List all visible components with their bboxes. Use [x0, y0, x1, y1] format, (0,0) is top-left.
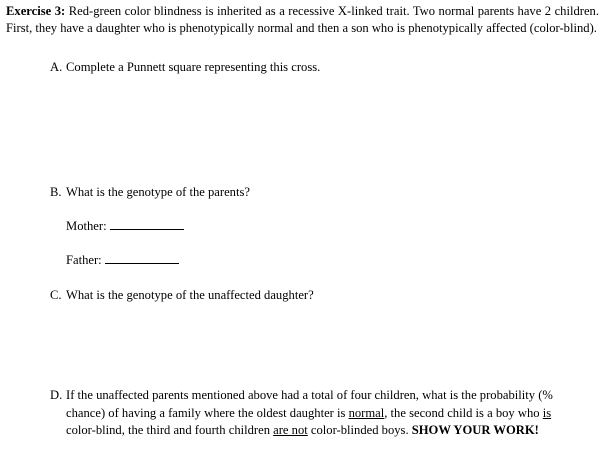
father-genotype-row [66, 252, 179, 268]
question-d-part-4: color-blinded boys. [307, 423, 412, 437]
exercise-label: Exercise 3: [6, 4, 66, 18]
question-b-letter: B. [50, 185, 62, 199]
question-c [50, 287, 314, 303]
question-d-part-3: color-blind, the third and fourth children [66, 423, 274, 437]
mother-answer-blank[interactable] [110, 218, 184, 230]
underlined-normal: normal [348, 405, 385, 420]
question-a-letter: A. [50, 60, 63, 74]
father-answer-blank[interactable] [105, 252, 179, 264]
underlined-is: is [542, 405, 552, 420]
question-c-text: What is the genotype of the unaffected daughter? [66, 288, 314, 302]
question-a-text: Complete a Punnett square representing this cross. [66, 60, 321, 74]
question-b [50, 184, 250, 200]
mother-genotype-row [66, 218, 184, 234]
father-label: Father: [66, 253, 102, 267]
underlined-are-not: are not [273, 423, 308, 437]
question-b-text: What is the genotype of the parents? [66, 185, 250, 199]
question-d [50, 387, 560, 440]
question-d-part-2: , the second child is a boy who [384, 405, 543, 420]
question-d-text [50, 387, 560, 440]
exercise-intro [6, 3, 599, 36]
mother-label: Mother: [66, 219, 107, 233]
question-a [50, 59, 320, 75]
question-d-part-1: If the unaffected parents mentioned above had a total of four children, what is the probability (% chance) of having a family where the oldest daughter is [66, 388, 553, 420]
show-your-work: SHOW YOUR WORK! [411, 423, 539, 437]
question-c-letter: C. [50, 288, 62, 302]
question-d-letter: D. [50, 388, 63, 402]
exercise-intro-text: Red-green color blindness is inherited as a recessive X-linked trait. Two normal parents have 2 children. First, they have a daughter who is phenotypically normal and then a son who is phenotypically affected (color-blind). [6, 4, 600, 35]
